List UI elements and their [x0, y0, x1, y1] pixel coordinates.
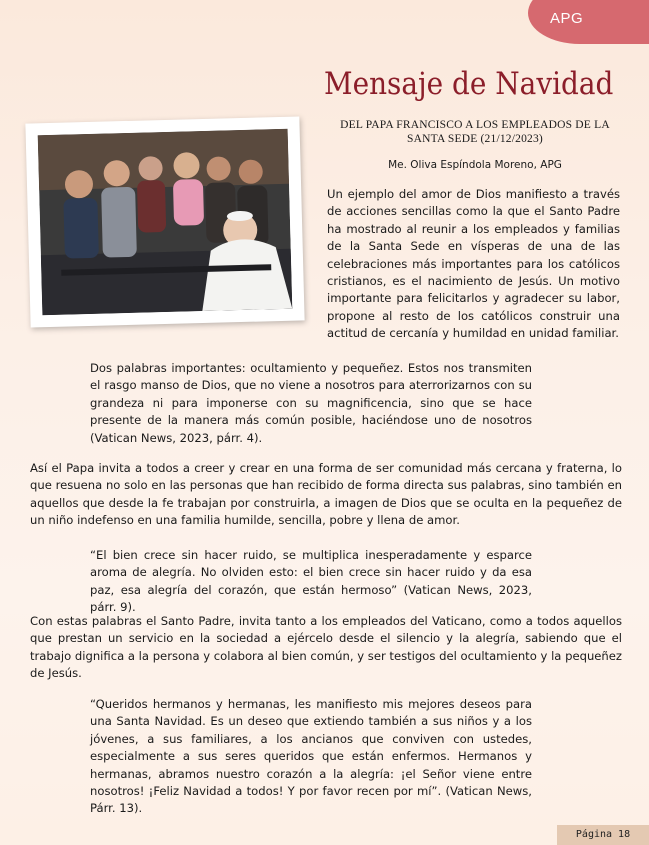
- page-title: Mensaje de Navidad: [324, 66, 614, 102]
- body-paragraph-1: Así el Papa invita a todos a creer y crear en una forma de ser comunidad más cercana y fraterna, lo que resuena no solo en las personas que han recibido de forma directa sus palabras, sino también en aquellos que desde la fe trabajan por construirla, a imagen de Dios que se oculta en la pequeñez de un niño indefenso en una familia humilde, sencilla, pobre y llena de amor.: [30, 461, 622, 528]
- publisher-badge: [528, 0, 649, 44]
- body-paragraph-2: Con estas palabras el Santo Padre, invita tanto a los empleados del Vaticano, como a todos aquellos que prestan un servicio en la sociedad a ejércelo desde el silencio y la alegría, sabiendo que el trabajo dignifica a la persona y colabora al bien común, y ser testigos del ocultamiento y la pequeñez de Jesús.: [30, 614, 622, 681]
- block-quote-3: “Queridos hermanos y hermanas, les manifiesto mis mejores deseos para una Santa Navidad. Es un deseo que extiendo también a sus niños y a los jóvenes, a sus familiares, a los ancianos que conviven con ustedes, especialmente a sus seres queridos que están enfermos. Hermanos y hermanas, abramos nuestro corazón a la alegría: ¡el Señor viene entre nosotros! ¡Feliz Navidad a todos! Y por favor recen por mí”. (Vatican News, Párr. 13).: [90, 697, 532, 816]
- page-subtitle: DEL PAPA FRANCISCO A LOS EMPLEADOS DE LA SANTA SEDE (21/12/2023): [340, 119, 610, 145]
- block-quote-1: Dos palabras importantes: ocultamiento y pequeñez. Estos nos transmiten el rasgo manso de Dios, que no viene a nosotros para aterrorizarnos con su grandeza ni para imponerse con su magnificencia, sino que se hace presente de la manera más común posible, haciéndose uno de nosotros (Vatican News, 2023, párr. 4).: [90, 361, 532, 445]
- article-photo: [25, 116, 304, 327]
- intro-paragraph: Un ejemplo del amor de Dios manifiesto a través de acciones sencillas como la que el Santo Padre ha mostrado al reunir a los empleados y familias de la Santa Sede en vísperas de una de las celebraciones más importantes para los católicos cristianos, es el nacimiento de Jesús. Un motivo importante para felicitarlos y agradecer su labor, propone al resto de los católicos construir una actitud de cercanía y humildad en unidad familiar.: [327, 187, 620, 341]
- author-line: Me. Oliva Espíndola Moreno, APG: [388, 159, 562, 171]
- badge-label: APG: [550, 10, 584, 27]
- block-quote-2: “El bien crece sin hacer ruido, se multiplica inesperadamente y esparce aroma de alegría. No olviden esto: el bien crece sin hacer ruido y da esa paz, esa alegría del corazón, que están hermoso” (Vatican News, 2023, párr. 9).: [90, 548, 532, 615]
- page-number: Página 18: [557, 825, 649, 845]
- pope-with-families-photo: [38, 129, 293, 315]
